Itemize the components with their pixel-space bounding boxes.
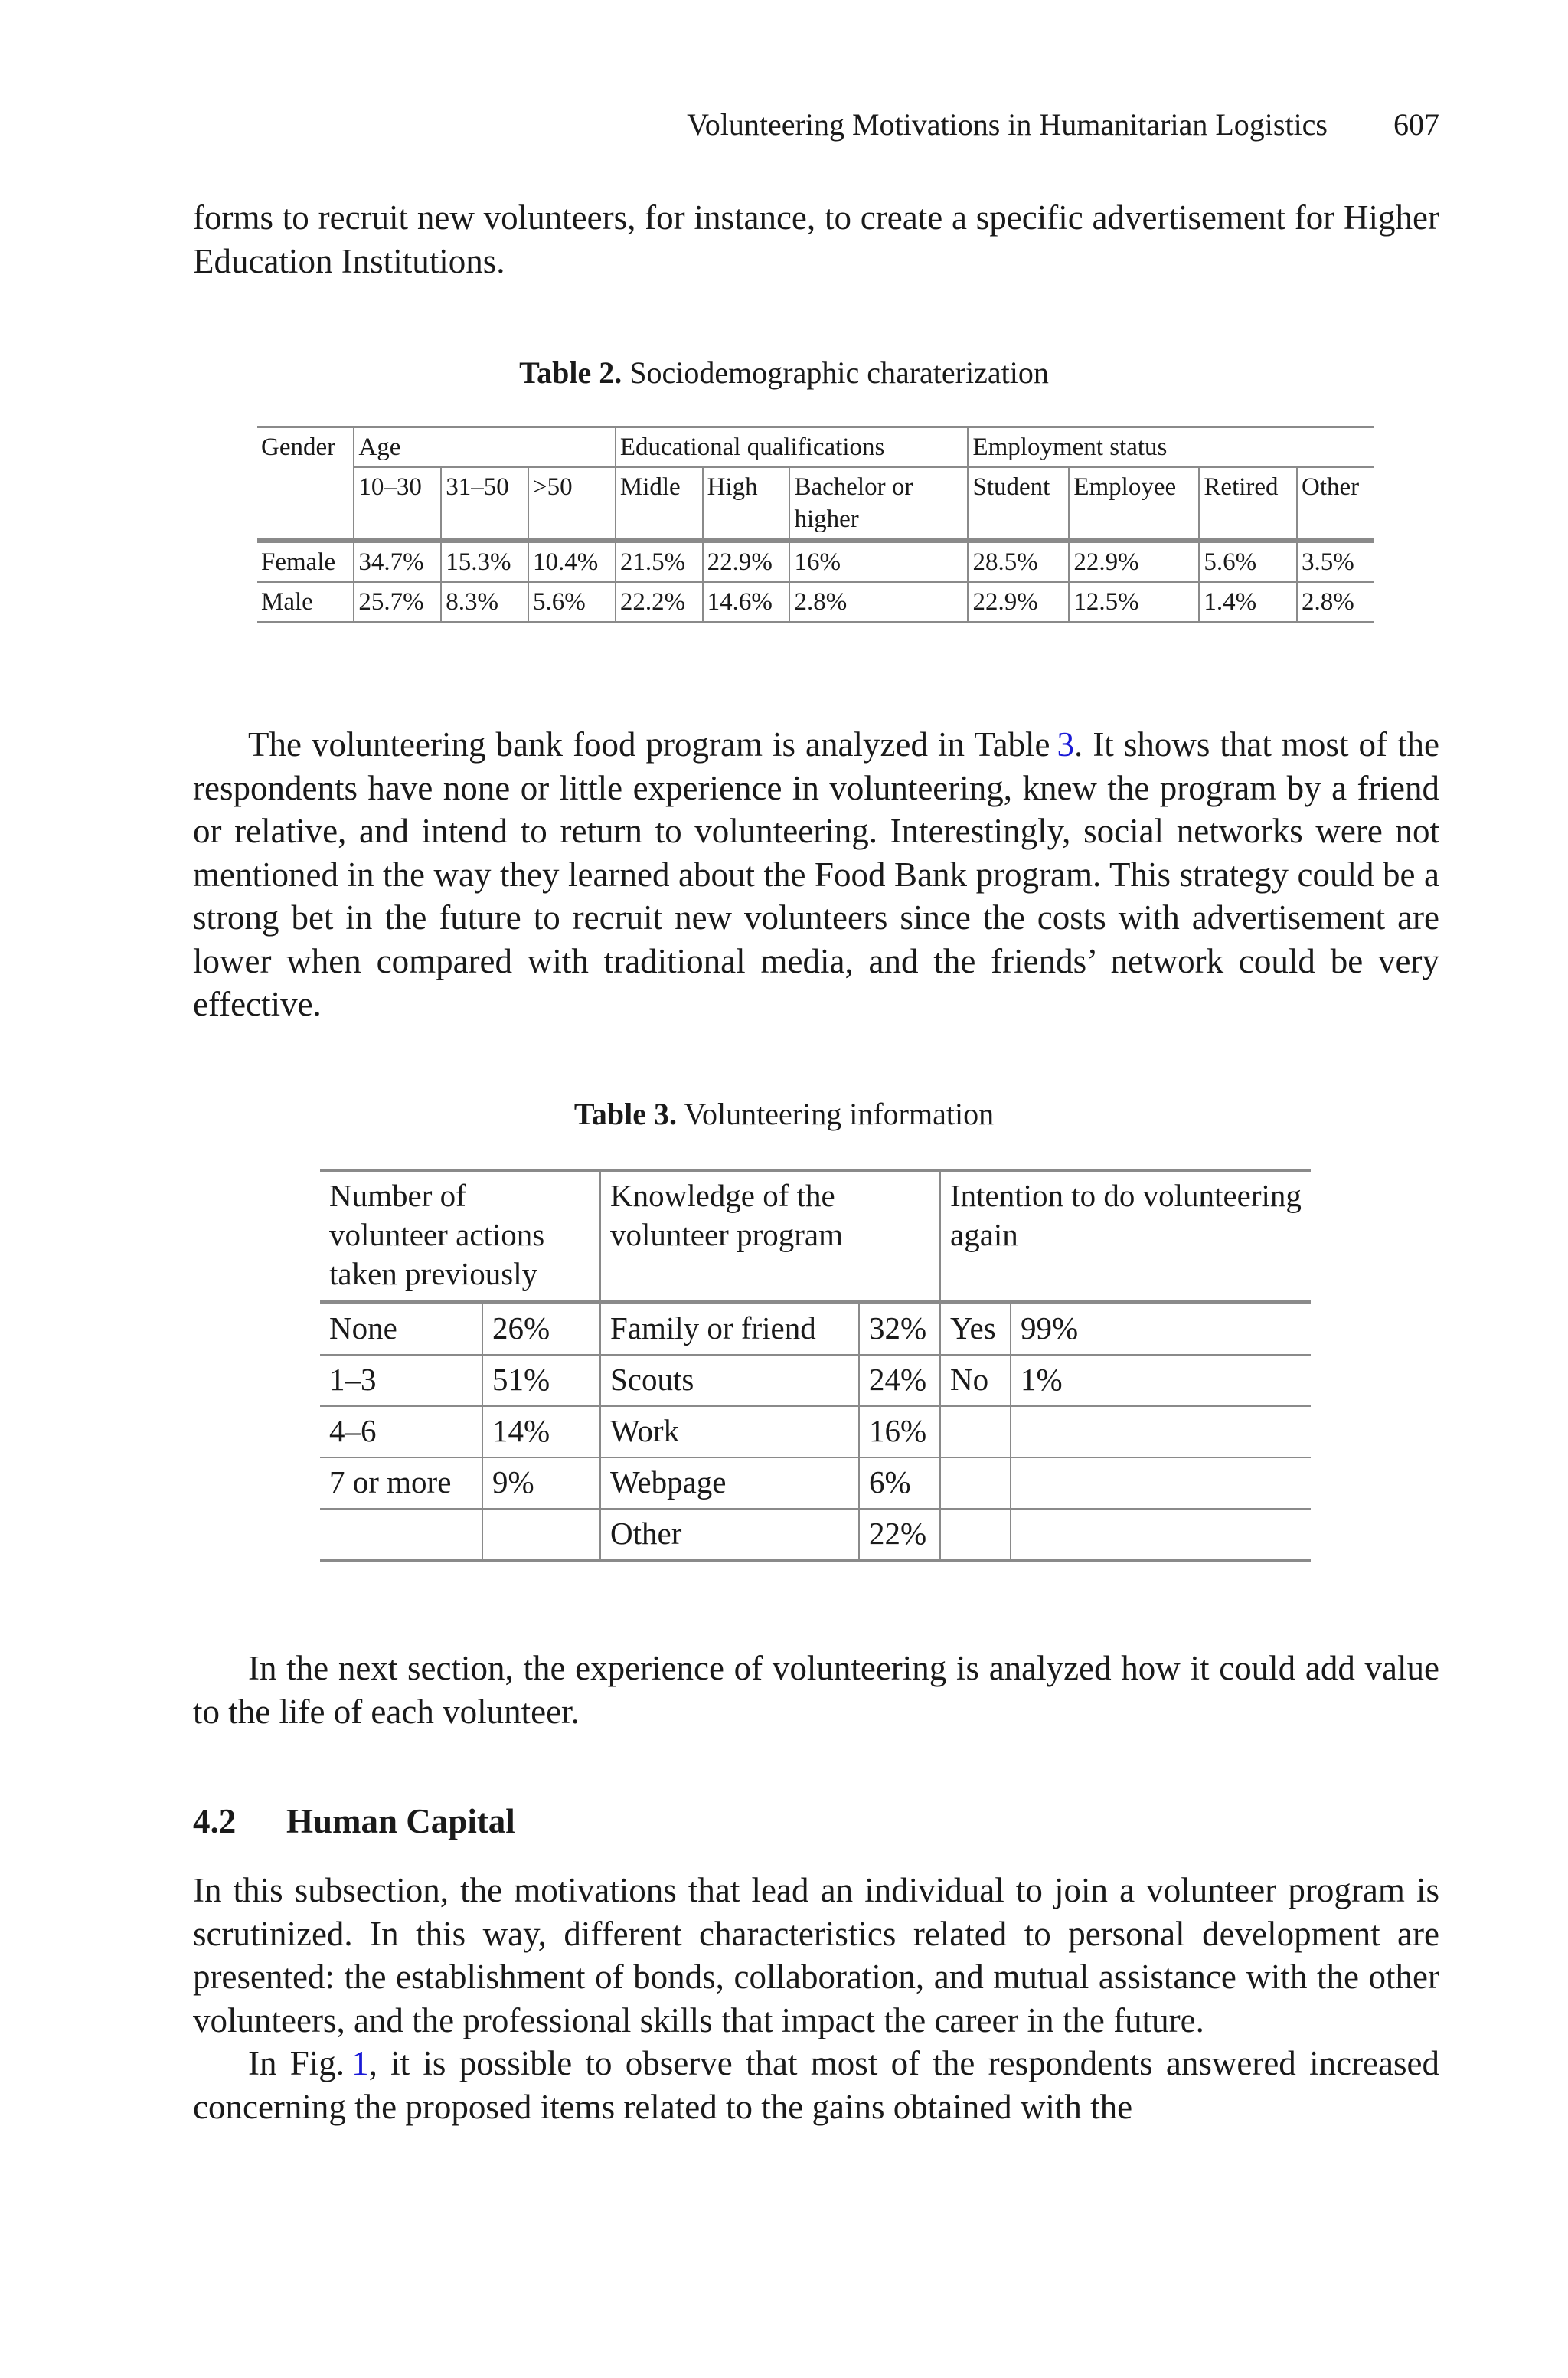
paragraph-text <box>193 2042 1439 2128</box>
header-education: Educational qualifications <box>616 427 969 468</box>
subheader-edu-high: High <box>703 467 790 541</box>
cell: 6% <box>859 1457 940 1509</box>
cell: 4–6 <box>320 1406 482 1457</box>
header-volunteer-actions: Number of volunteer actions taken previously <box>320 1171 600 1303</box>
cell: 51% <box>482 1355 600 1406</box>
section-title: Human Capital <box>286 1802 515 1840</box>
header-gender: Gender <box>257 427 354 541</box>
cell: No <box>940 1355 1011 1406</box>
paragraph-text: In the next section, the experience of volunteering is analyzed how it could add value to the life of each volunteer. <box>193 1649 1439 1731</box>
header-employment: Employment status <box>968 427 1374 468</box>
paragraph-next-section <box>193 1647 1439 1733</box>
cell <box>320 1509 482 1561</box>
cell: 5.6% <box>528 582 616 623</box>
cell: 9% <box>482 1457 600 1509</box>
cell: Work <box>600 1406 859 1457</box>
cell: 8.3% <box>441 582 528 623</box>
text-run: , it is possible to observe that most of the respondents answered increased concerning the proposed items related to the gains obtained with the <box>193 2044 1439 2126</box>
subheader-edu-midle: Midle <box>616 467 703 541</box>
table-reference-link[interactable]: 3 <box>1057 725 1075 764</box>
running-head-title: Volunteering Motivations in Humanitarian Logistics <box>687 107 1328 142</box>
sociodemographic-table <box>257 426 1374 623</box>
cell: Yes <box>940 1302 1011 1355</box>
table-row <box>257 541 1374 582</box>
cell: 1.4% <box>1199 582 1297 623</box>
cell: 7 or more <box>320 1457 482 1509</box>
cell: 21.5% <box>616 541 703 582</box>
cell: 5.6% <box>1199 541 1297 582</box>
cell: 22% <box>859 1509 940 1561</box>
subheader-emp-other: Other <box>1297 467 1374 541</box>
cell: Webpage <box>600 1457 859 1509</box>
cell: 10.4% <box>528 541 616 582</box>
paragraph-human-capital <box>193 1869 1439 2128</box>
section-number: 4.2 <box>193 1802 237 1840</box>
cell: 1–3 <box>320 1355 482 1406</box>
cell: 28.5% <box>968 541 1069 582</box>
cell: 99% <box>1011 1302 1311 1355</box>
cell: 25.7% <box>354 582 441 623</box>
section-heading <box>193 1800 515 1843</box>
table2-caption <box>0 354 1568 392</box>
cell: 3.5% <box>1297 541 1374 582</box>
subheader-edu-bachelor: Bachelor or higher <box>789 467 968 541</box>
cell: 16% <box>789 541 968 582</box>
cell <box>940 1406 1011 1457</box>
subheader-emp-student: Student <box>968 467 1069 541</box>
table3-caption-label: Table 3. <box>573 1097 678 1131</box>
cell: 22.2% <box>616 582 703 623</box>
cell: None <box>320 1302 482 1355</box>
table-row <box>320 1355 1311 1406</box>
cell: 32% <box>859 1302 940 1355</box>
cell: 34.7% <box>354 541 441 582</box>
cell: 26% <box>482 1302 600 1355</box>
volunteering-information-table <box>320 1169 1311 1562</box>
subheader-age-31-50: 31–50 <box>441 467 528 541</box>
text-run: In Fig. <box>248 2044 352 2082</box>
cell <box>1011 1406 1311 1457</box>
cell: 14.6% <box>703 582 790 623</box>
header-program-knowledge: Knowledge of the volunteer program <box>600 1171 940 1303</box>
cell: 2.8% <box>789 582 968 623</box>
cell: 22.9% <box>1069 541 1199 582</box>
row-gender: Male <box>257 582 354 623</box>
table-row <box>320 1406 1311 1457</box>
paragraph-intro <box>193 196 1439 283</box>
subheader-emp-employee: Employee <box>1069 467 1199 541</box>
row-gender: Female <box>257 541 354 582</box>
cell: 22.9% <box>968 582 1069 623</box>
cell: 1% <box>1011 1355 1311 1406</box>
table-row <box>320 1302 1311 1355</box>
table3-caption-text: Volunteering information <box>684 1097 995 1131</box>
cell: Other <box>600 1509 859 1561</box>
cell: 14% <box>482 1406 600 1457</box>
cell: 16% <box>859 1406 940 1457</box>
page-number: 607 <box>1393 107 1439 142</box>
cell: 15.3% <box>441 541 528 582</box>
cell <box>940 1509 1011 1561</box>
table3-caption <box>0 1095 1568 1133</box>
paragraph-table3-analysis <box>193 723 1439 1026</box>
figure-reference-link[interactable]: 1 <box>351 2044 369 2082</box>
text-run: . It shows that most of the respondents have none or little experience in volunteering, knew the program by a friend or relative, and intend to return to volunteering. Interestingly, social networks were not mentioned in the way they learned about the Food Bank program. This strategy could be a strong bet in the future to recruit new volunteers since the costs with advertisement are lower when compared with traditional media, and the friends’ network could be very effective. <box>193 725 1439 1023</box>
header-age: Age <box>354 427 615 468</box>
subheader-age-10-30: 10–30 <box>354 467 441 541</box>
table-row <box>320 1457 1311 1509</box>
cell <box>1011 1509 1311 1561</box>
cell: 12.5% <box>1069 582 1199 623</box>
table2-caption-text: Sociodemographic charaterization <box>629 355 1049 390</box>
cell <box>940 1457 1011 1509</box>
header-intention-again: Intention to do volunteering again <box>940 1171 1311 1303</box>
cell: 2.8% <box>1297 582 1374 623</box>
paragraph-text: forms to recruit new volunteers, for instance, to create a specific advertisement for Higher Education Institutions. <box>193 198 1439 280</box>
paragraph-text: In this subsection, the motivations that lead an individual to join a volunteer program is scrutinized. In this way, different characteristics related to personal development are presented: the establishment of bonds, collaboration, and mutual assistance with the other volunteers, and the professional skills that impact the career in the future. <box>193 1871 1439 2039</box>
running-head <box>536 106 1439 144</box>
cell <box>482 1509 600 1561</box>
subheader-emp-retired: Retired <box>1199 467 1297 541</box>
cell: 22.9% <box>703 541 790 582</box>
cell: Scouts <box>600 1355 859 1406</box>
subheader-age-over-50: >50 <box>528 467 616 541</box>
cell: Family or friend <box>600 1302 859 1355</box>
table2-caption-label: Table 2. <box>519 355 622 390</box>
cell: 24% <box>859 1355 940 1406</box>
table-row <box>320 1509 1311 1561</box>
cell <box>1011 1457 1311 1509</box>
table-row <box>257 582 1374 623</box>
text-run: The volunteering bank food program is analyzed in Table <box>248 725 1057 764</box>
paragraph-text <box>193 723 1439 1026</box>
